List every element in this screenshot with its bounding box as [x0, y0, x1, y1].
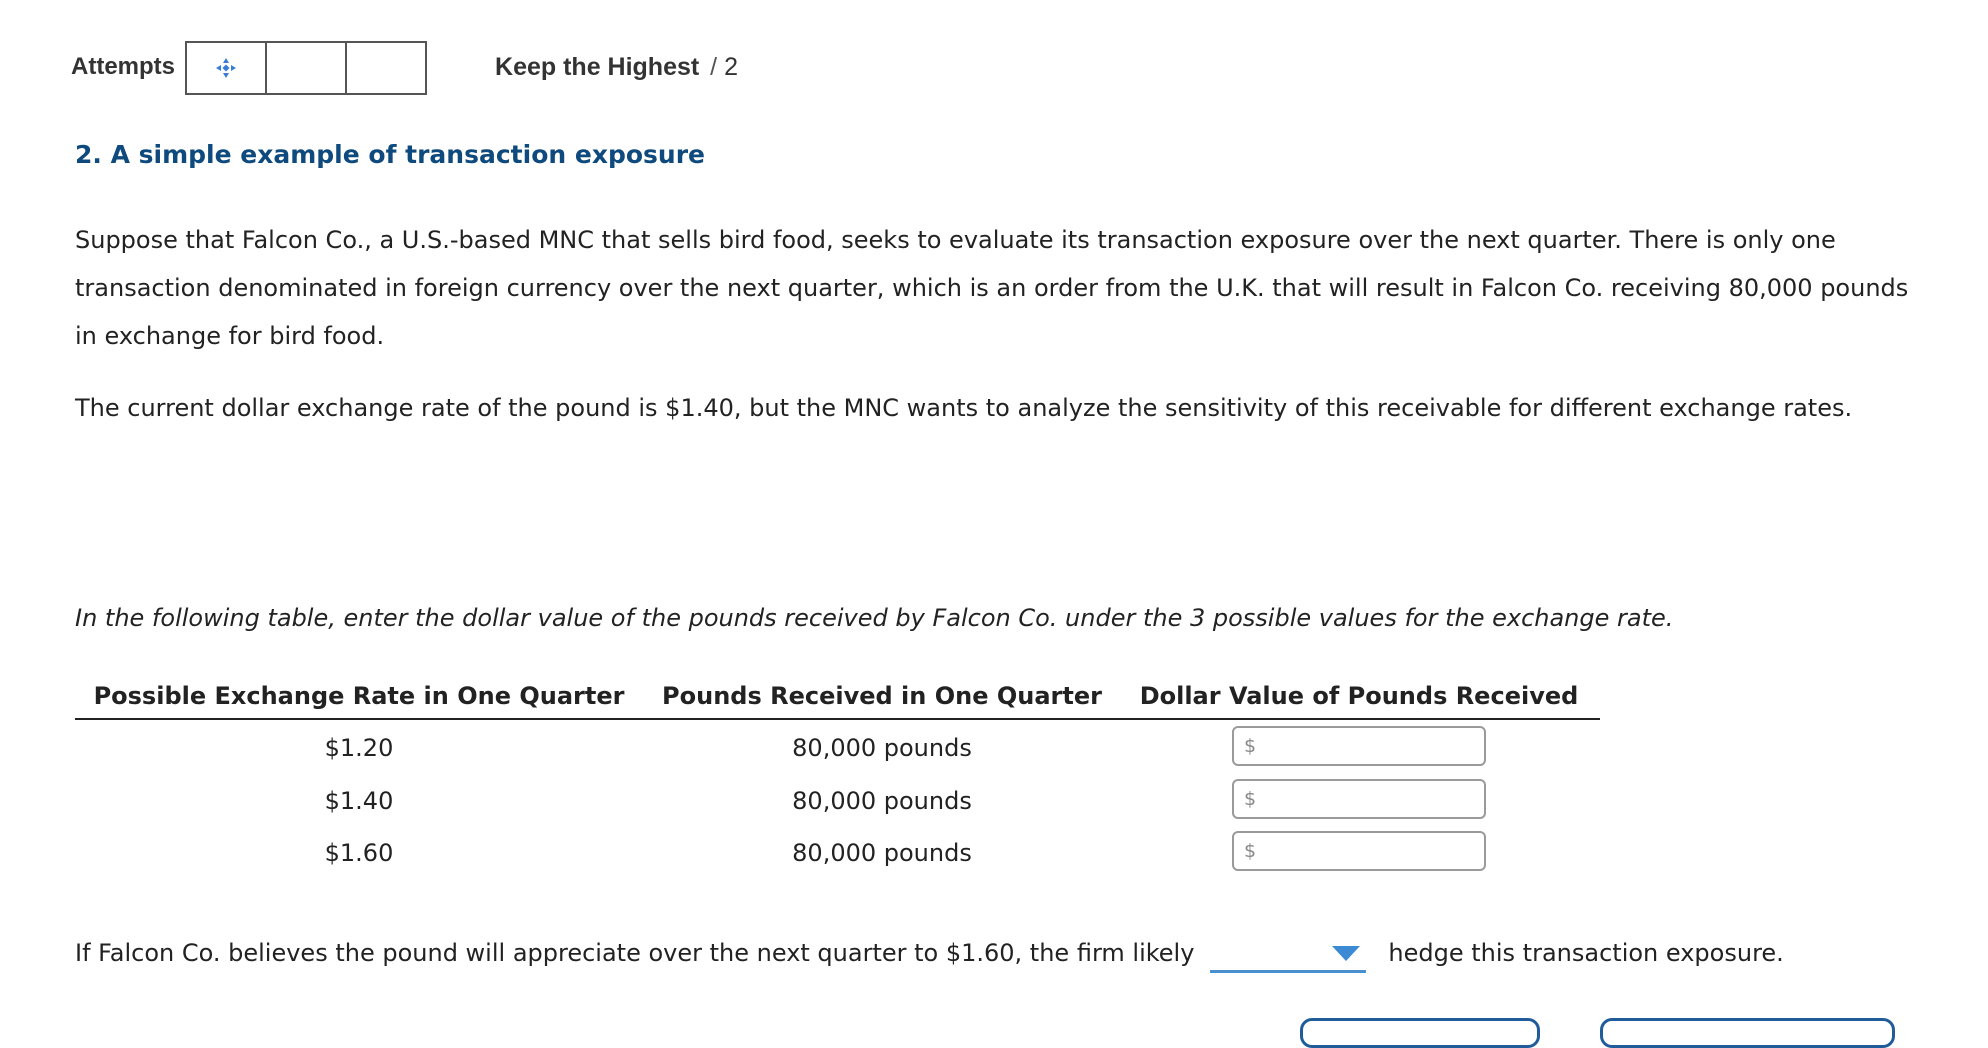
question-paragraph-2: The current dollar exchange rate of the pound is $1.40, but the MNC wants to analyze the sensitivity of this receivable for different exchange rates.	[75, 394, 1853, 422]
move-arrows-icon	[215, 57, 237, 79]
dollar-prefix: $	[1244, 735, 1257, 757]
hedge-question-text-after: hedge this transaction exposure.	[1388, 939, 1784, 967]
attempt-box-3	[345, 41, 427, 95]
question-title: 2. A simple example of transaction exposure	[75, 140, 705, 169]
hedge-question-text-before: If Falcon Co. believes the pound will appreciate over the next quarter to $1.60, the firm likely	[75, 939, 1195, 967]
table-row	[75, 779, 1600, 823]
grading-policy-label: Keep the Highest	[495, 52, 700, 81]
exchange-rate-cell: $1.60	[324, 839, 394, 867]
grading-policy-separator: /	[710, 52, 718, 81]
dollar-value-input[interactable]	[1260, 730, 1478, 762]
dollar-value-input[interactable]	[1260, 783, 1478, 815]
dollar-prefix: $	[1244, 840, 1257, 862]
bottom-action-button-1[interactable]	[1300, 1018, 1540, 1048]
attempt-boxes	[185, 41, 427, 93]
table-row	[75, 831, 1600, 875]
column-header-exchange-rate: Possible Exchange Rate in One Quarter	[93, 682, 625, 710]
max-attempts: 2	[724, 52, 738, 81]
pounds-received-cell: 80,000 pounds	[792, 839, 972, 867]
table-row	[75, 726, 1600, 770]
table-header	[75, 676, 1600, 720]
exchange-rate-cell: $1.40	[324, 787, 394, 815]
question-paragraph-1: Suppose that Falcon Co., a U.S.-based MNC that sells bird food, seeks to evaluate its transaction exposure over the next quarter. There is only one transaction denominated in foreign currency over the next quarter, which is an order from the U.K. that will result in Falcon Co. receiving 80,000 pounds in exchange for bird food.	[75, 226, 1909, 350]
pounds-received-cell: 80,000 pounds	[792, 734, 972, 762]
dollar-value-field[interactable]	[1232, 726, 1486, 766]
caret-down-icon	[1332, 946, 1360, 961]
column-header-dollar-value: Dollar Value of Pounds Received	[1139, 682, 1579, 710]
exchange-rate-cell: $1.20	[324, 734, 394, 762]
attempts-header	[71, 40, 738, 94]
attempt-box-2	[265, 41, 347, 95]
dollar-value-input[interactable]	[1260, 835, 1478, 867]
dollar-value-field[interactable]	[1232, 779, 1486, 819]
pounds-received-cell: 80,000 pounds	[792, 787, 972, 815]
table-instruction: In the following table, enter the dollar value of the pounds received by Falcon Co. under the 3 possible values for the exchange rate.	[75, 604, 1674, 632]
attempt-box-1[interactable]	[185, 41, 267, 95]
dollar-prefix: $	[1244, 788, 1257, 810]
column-header-pounds-received: Pounds Received in One Quarter	[662, 682, 1102, 710]
dollar-value-field[interactable]	[1232, 831, 1486, 871]
hedge-decision-dropdown[interactable]	[1210, 933, 1366, 973]
hedge-question	[75, 930, 1784, 976]
grading-policy	[495, 53, 738, 82]
attempts-label: Attempts	[71, 53, 176, 80]
bottom-action-button-2[interactable]	[1600, 1018, 1895, 1048]
